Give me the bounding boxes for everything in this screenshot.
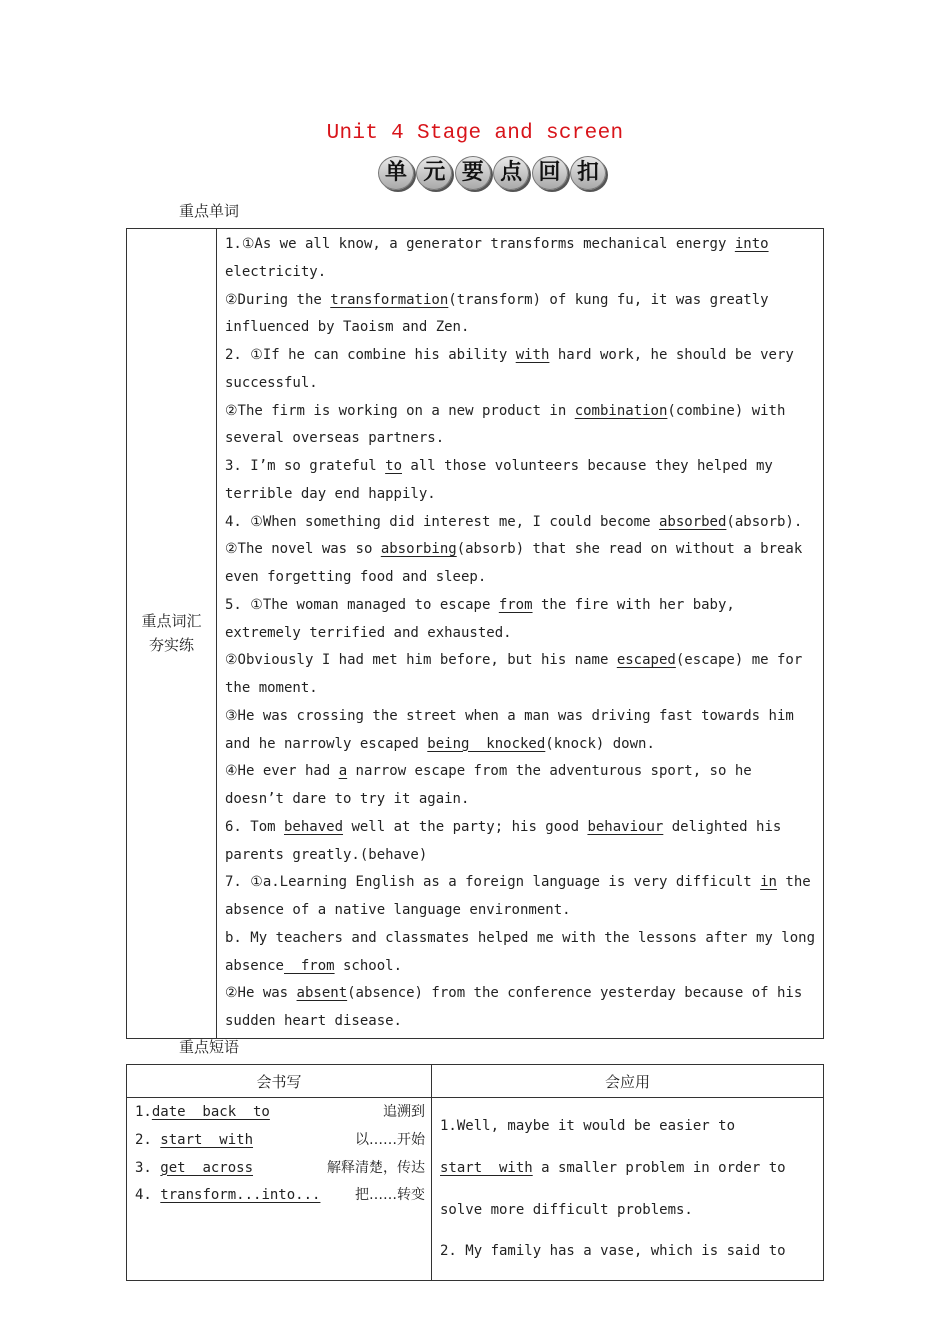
text-segment: (knock) down. [545, 735, 655, 752]
answer-blank: behaved [284, 818, 344, 835]
text-segment: well at the party; his good [343, 818, 588, 835]
text-segment: hard work, he should be very [549, 347, 794, 363]
text-segment: (escape) me for [675, 652, 803, 669]
text-line [225, 842, 815, 870]
text-segment: ②The firm is working on a new product in [224, 402, 575, 419]
text-segment: the fire with her baby, [532, 596, 735, 613]
phrase-table [126, 1064, 824, 1281]
header-write: 会书写 [127, 1065, 432, 1098]
text-line [225, 925, 815, 953]
text-segment: ②Obviously I had met him before, but his name [224, 652, 617, 669]
phrase-number: 2. [135, 1131, 161, 1148]
phrase-number: 1. [135, 1104, 152, 1120]
side-label-line-2: 夯实练 [148, 636, 194, 655]
banner-characters [378, 156, 606, 192]
phrase-number: 4. [135, 1187, 161, 1204]
phrase-meaning: 解释清楚，传达 [327, 1159, 425, 1176]
phrase-section-label: 重点短语 [179, 1038, 240, 1056]
text-line [225, 1008, 815, 1036]
text-segment: 1.Well, maybe it would be easier to [440, 1118, 736, 1134]
text-line [225, 620, 815, 648]
answer-blank: absorbed [658, 513, 727, 530]
phrase-text: start with [160, 1131, 254, 1148]
phrase-item [135, 1182, 425, 1210]
text-segment: absence of a native language environment. [224, 902, 571, 918]
phrase-meaning: 追溯到 [383, 1104, 425, 1120]
text-segment: successful. [224, 374, 318, 391]
text-segment: and he narrowly escaped [224, 735, 428, 752]
text-line [225, 287, 815, 315]
phrase-entry [135, 1155, 253, 1183]
answer-blank: from [498, 596, 533, 613]
text-line [225, 731, 815, 759]
vocab-table [126, 228, 824, 1039]
text-line [440, 1238, 817, 1266]
text-segment: ③He was crossing the street when a man was driving fast towards him [224, 707, 794, 724]
phrase-item [135, 1155, 425, 1183]
text-segment: b. My teachers and classmates helped me with the lessons after my long [224, 929, 815, 946]
text-segment: ②The novel was so [224, 541, 381, 558]
phrase-entry [135, 1127, 253, 1155]
text-segment: terrible day end happily. [224, 485, 436, 502]
text-segment: 2. My family has a vase, which is said to [440, 1243, 786, 1260]
text-segment: extremely terrified and exhausted. [224, 624, 512, 641]
answer-blank: a [338, 763, 348, 780]
text-segment: delighted his [663, 818, 782, 835]
text-segment: 5. ①The woman managed to escape [224, 596, 499, 613]
phrase-entry [135, 1099, 270, 1127]
text-line [225, 980, 815, 1008]
header-apply: 会应用 [432, 1065, 824, 1098]
page-title: Unit 4 Stage and screen [326, 122, 624, 145]
text-line [225, 675, 815, 703]
banner-char: 元 [416, 156, 452, 190]
text-segment: (combine) with [667, 402, 786, 419]
text-line [225, 814, 815, 842]
text-segment: narrow escape from the adventurous sport, so he [347, 763, 752, 780]
text-line [225, 370, 815, 398]
text-line [225, 509, 815, 537]
text-segment: absence [224, 957, 284, 974]
text-line [225, 897, 815, 925]
text-segment: several overseas partners. [224, 430, 445, 447]
text-line [225, 398, 815, 426]
text-line [225, 786, 815, 814]
text-line [225, 259, 815, 287]
text-segment: 4. ①When something did interest me, I could become [224, 513, 659, 530]
answer-blank: with [515, 347, 550, 363]
text-segment: all those volunteers because they helped my [402, 458, 773, 474]
phrase-item [135, 1127, 425, 1155]
text-line [225, 758, 815, 786]
banner-char: 单 [378, 156, 414, 190]
text-segment: 2. ①If he can combine his ability [224, 347, 516, 363]
phrase-meaning: 以……开始 [355, 1131, 425, 1148]
banner-char: 回 [532, 156, 568, 190]
text-line [440, 1197, 817, 1225]
text-segment: the moment. [224, 680, 318, 696]
text-segment: (transform) of kung fu, it was greatly [448, 291, 769, 308]
text-segment: doesn’t dare to try it again. [224, 791, 470, 807]
answer-blank: escaped [616, 652, 676, 669]
text-line [225, 314, 815, 342]
text-segment: 6. Tom [224, 818, 284, 835]
answer-blank: combination [574, 402, 668, 419]
text-segment: the [776, 874, 811, 891]
text-line [225, 231, 815, 259]
text-line [225, 703, 815, 731]
text-line [225, 425, 815, 453]
answer-blank: in [760, 874, 777, 891]
answer-blank: into [734, 236, 769, 252]
answer-blank: transformation [330, 291, 449, 308]
text-line [225, 869, 815, 897]
answer-blank: absorbing [380, 541, 457, 558]
vocab-exercises [216, 229, 823, 1039]
text-line [440, 1155, 817, 1183]
phrase-meaning: 把……转变 [355, 1187, 425, 1204]
phrase-write-column [127, 1098, 432, 1281]
text-line [225, 592, 815, 620]
text-segment: ②He was [224, 985, 297, 1002]
text-line [225, 342, 815, 370]
answer-blank: being knocked [427, 735, 546, 752]
text-segment: parents greatly.(behave) [224, 846, 428, 863]
text-line [225, 536, 815, 564]
phrase-number: 3. [135, 1159, 161, 1176]
phrase-text: get across [160, 1159, 254, 1176]
text-segment: a smaller problem in order to [532, 1159, 786, 1176]
phrase-text: date back to [151, 1104, 270, 1120]
phrase-text: transform...into... [160, 1187, 321, 1204]
text-segment: influenced by Taoism and Zen. [224, 319, 470, 336]
text-segment: ②During the [224, 291, 331, 308]
text-segment: sudden heart disease. [224, 1013, 402, 1029]
answer-blank: start with [440, 1159, 533, 1176]
text-line [440, 1113, 817, 1141]
text-segment: even forgetting food and sleep. [224, 569, 487, 585]
banner-char: 点 [493, 156, 529, 190]
answer-blank: behaviour [587, 818, 664, 835]
banner-char: 要 [455, 156, 491, 190]
section-banner [378, 156, 606, 192]
phrase-apply-column [432, 1098, 824, 1281]
text-segment: (absorb) that she read on without a break [456, 541, 803, 558]
vocab-side-label [127, 229, 217, 1039]
answer-blank: from [284, 957, 335, 974]
text-segment: 1.①As we all know, a generator transforms mechanical energy [224, 236, 735, 252]
text-segment: solve more difficult problems. [440, 1201, 693, 1218]
answer-blank: absent [296, 985, 348, 1002]
text-line [225, 953, 815, 981]
text-line [225, 564, 815, 592]
text-segment: school. [334, 957, 403, 974]
text-line [225, 481, 815, 509]
answer-blank: to [385, 458, 402, 474]
text-segment: (absorb). [726, 513, 803, 530]
text-segment: 7. ①a.Learning English as a foreign language is very difficult [224, 874, 761, 891]
text-segment: (absence) from the conference yesterday because of his [347, 985, 803, 1002]
text-segment: ④He ever had [224, 763, 339, 780]
side-label-line-1: 重点词汇 [141, 612, 202, 631]
text-segment: electricity. [224, 263, 327, 280]
text-line [225, 647, 815, 675]
banner-char: 扣 [570, 156, 606, 190]
phrase-item [135, 1099, 425, 1127]
text-segment: 3. I’m so grateful [224, 458, 386, 474]
phrase-entry [135, 1182, 320, 1210]
vocab-section-label: 重点单词 [179, 202, 240, 220]
text-line [225, 453, 815, 481]
